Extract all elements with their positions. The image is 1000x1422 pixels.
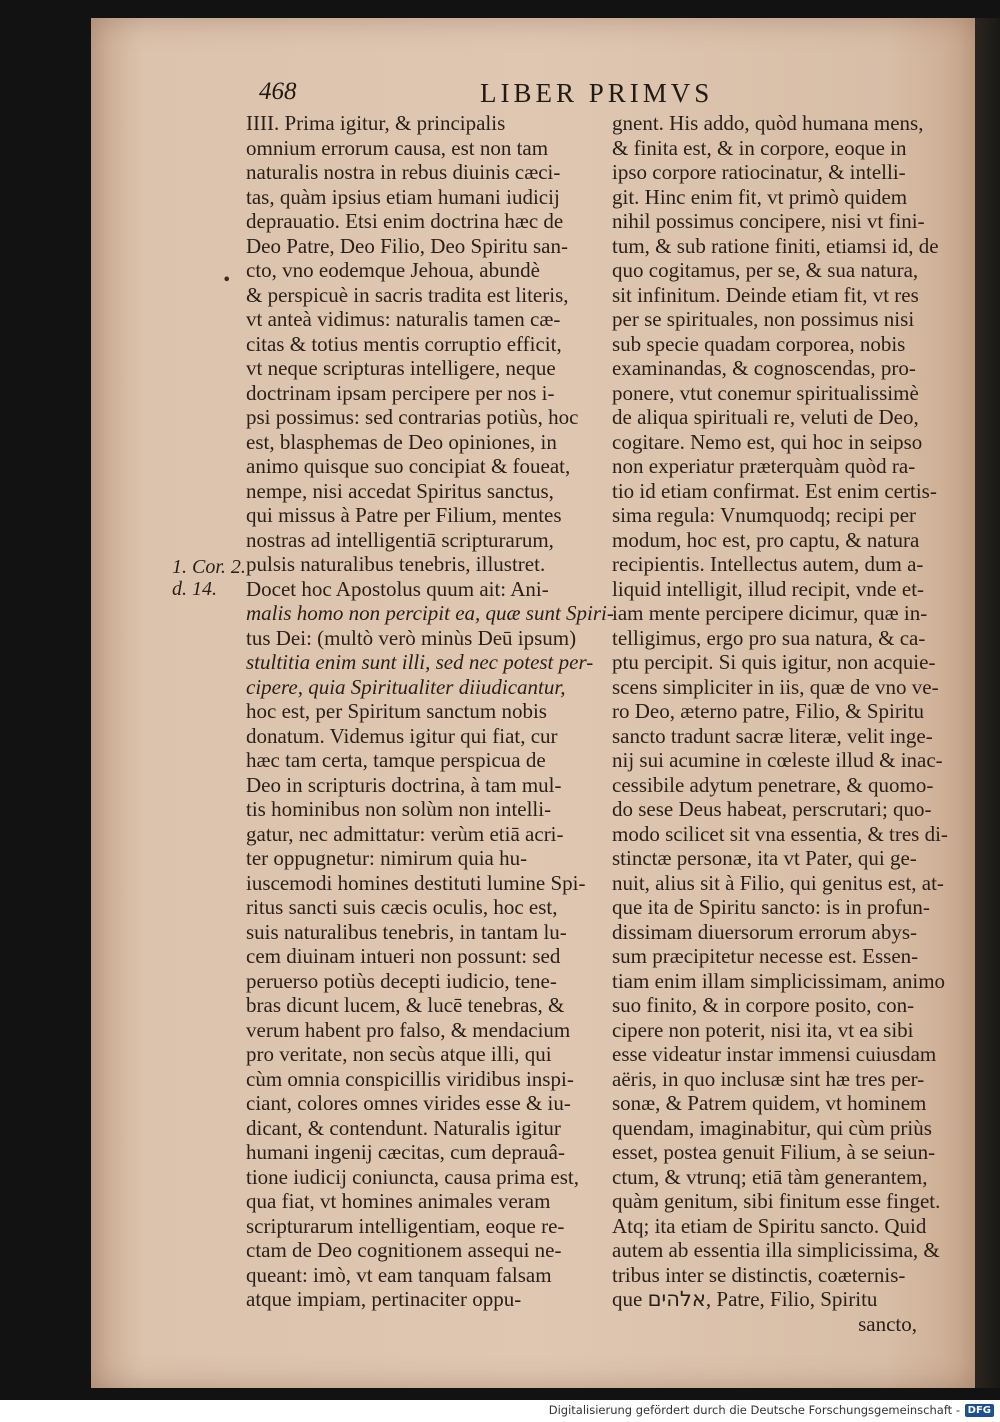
text-line: gatur, nec admittatur: verùm etiā acri-	[246, 821, 564, 846]
text-line: modo scilicet sit vna essentia, & tres di-	[612, 821, 948, 846]
text-line: omnium errorum causa, est non tam	[246, 135, 549, 160]
text-line: cto, vno eodemque Jehoua, abundè	[246, 258, 540, 282]
text-line: bras dicunt lucem, & lucē tenebras, &	[246, 993, 565, 1017]
text-line: Deo Patre, Deo Filio, Deo Spiritu san-	[246, 233, 568, 258]
text-line: tis hominibus non solùm non intelli-	[246, 797, 552, 821]
text-line: git. Hinc enim fit, vt primò quidem	[612, 184, 908, 209]
text-line: cem diuinam intueri non possunt: sed	[246, 944, 561, 968]
running-title: LIBER PRIMVS	[480, 78, 714, 108]
text-line: examinandas, & cognoscendas, pro-	[612, 356, 916, 380]
text-line: est, blasphemas de Deo opiniones, in	[246, 429, 557, 454]
text-line: nempe, nisi accedat Spiritus sanctus,	[246, 478, 554, 503]
text-line: scens simpliciter in iis, quæ de vno ve-	[612, 674, 939, 699]
text-line: ctum, & vtrunq; etiā tàm generantem,	[612, 1164, 928, 1189]
margin-reference-line: d. 14.	[172, 578, 217, 600]
text-line: telligimus, ergo pro sua natura, & ca-	[612, 625, 926, 650]
text-line: atque impiam, pertinaciter oppu-	[246, 1287, 522, 1311]
text-fragment: , Patre, Filio, Spiritu	[705, 1287, 878, 1311]
text-line: tum, & sub ratione finiti, etiamsi id, de	[612, 233, 939, 258]
asterisk-mark: •	[222, 270, 232, 289]
text-line: pro veritate, non secùs atque illi, qui	[246, 1042, 552, 1066]
text-line: liquid intelligit, illud recipit, vnde et-	[612, 576, 925, 601]
text-line: vt anteà vidimus: naturalis tamen cæ-	[246, 307, 561, 331]
text-line: stultitia enim sunt illi, sed nec potest per-	[246, 650, 594, 674]
text-line: citas & totius mentis corruptio efficit,	[246, 331, 562, 356]
text-line: animo quisque suo concipiat & foueat,	[246, 454, 571, 478]
text-line: nihil possimus concipere, nisi vt fini-	[612, 209, 925, 233]
text-line: peruerso potiùs decepti iudicio, tene-	[246, 968, 557, 993]
text-fragment: que	[612, 1287, 648, 1311]
page-header	[250, 76, 720, 116]
text-line: ritus sancti suis cæcis oculis, hoc est,	[246, 895, 558, 919]
text-line: dissimam diuersorum errorum abys-	[612, 919, 918, 944]
text-line: ter oppugnetur: nimirum quia hu-	[246, 846, 528, 870]
text-line: ipso corpore ratiocinatur, & intelli-	[612, 160, 906, 184]
text-line: iam mente percipere dicimur, quæ in-	[612, 601, 928, 625]
text-line: nij sui acumine in cœleste illud & inac-	[612, 748, 943, 772]
text-column-left	[246, 111, 614, 1312]
text-line: ro Deo, æterno patre, Filio, & Spiritu	[612, 699, 925, 723]
text-line: cùm omnia conspicillis viridibus inspi-	[246, 1066, 574, 1091]
text-line: cipere, quia Spiritualiter diiudicantur,	[246, 674, 566, 699]
text-line: tione iudicij coniuncta, causa prima est,	[246, 1164, 579, 1189]
text-line: sancto tradunt sacræ literæ, velit inge-	[612, 723, 933, 748]
text-line: quendam, imaginabitur, qui cùm priùs	[612, 1115, 932, 1140]
text-line: humani ingenij cæcitas, cum deprauâ-	[246, 1140, 565, 1164]
text-line: vt neque scripturas intelligere, neque	[246, 356, 556, 380]
text-line: recipientis. Intellectus autem, dum a-	[612, 552, 924, 576]
margin-reference	[172, 556, 246, 600]
text-line: nostras ad intelligentiā scripturarum,	[246, 527, 554, 552]
text-line: hoc est, per Spiritum sanctum nobis	[246, 699, 547, 723]
text-line: que ita de Spiritu sancto: is in profun-	[612, 895, 930, 919]
text-line: naturalis nostra in rebus diuinis cæci-	[246, 160, 561, 184]
text-line: qui missus à Patre per Filium, mentes	[246, 503, 562, 527]
text-line: quàm genitum, sibi finitum esse finget.	[612, 1189, 941, 1213]
page-edge-shadow	[975, 18, 1000, 1388]
text-line: Atq; ita etiam de Spiritu sancto. Quid	[612, 1213, 927, 1238]
text-line: tribus inter se distinctis, coæternis-	[612, 1262, 906, 1287]
text-line: aëris, in quo inclusæ sint hæ tres per-	[612, 1066, 925, 1091]
text-line: qua fiat, vt homines animales veram	[246, 1189, 551, 1213]
text-line: suis naturalibus tenebris, in tantam lu-	[246, 919, 567, 944]
text-line: stinctæ personæ, ita vt Pater, qui ge-	[612, 846, 917, 870]
text-line: verum habent pro falso, & mendacium	[246, 1017, 571, 1042]
text-line: Docet hoc Apostolus quum ait: Ani-	[246, 576, 549, 601]
text-line: cogitare. Nemo est, qui hoc in seipso	[612, 429, 923, 454]
footer-credit: Digitalisierung gefördert durch die Deutsche Forschungsgemeinschaft -	[548, 1403, 960, 1417]
text-line: & perspicuè in sacris tradita est literis,	[246, 282, 569, 307]
text-line: dicant, & contendunt. Naturalis igitur	[246, 1115, 561, 1140]
text-line: sit infinitum. Deinde etiam fit, vt res	[612, 282, 919, 307]
text-line: scripturarum intelligentiam, eoque re-	[246, 1213, 565, 1238]
text-line: queant: imò, vt eam tanquam falsam	[246, 1262, 552, 1287]
text-line: sonæ, & Patrem quidem, vt hominem	[612, 1091, 927, 1115]
text-line: gnent. His addo, quòd humana mens,	[612, 111, 924, 135]
text-line: iuscemodi homines destituti lumine Spi-	[246, 870, 586, 895]
text-line: ctam de Deo cognitionem assequi ne-	[246, 1238, 562, 1262]
text-line: malis homo non percipit ea, quæ sunt Spiri-	[246, 601, 614, 625]
text-line: doctrinam ipsam percipere per nos i-	[246, 380, 555, 405]
text-line: tas, quàm ipsius etiam humani iudicij	[246, 184, 560, 209]
text-line: do sese Deus habeat, perscrutari; quo-	[612, 797, 932, 821]
dfg-logo: DFG	[965, 1404, 994, 1417]
text-line: sum præcipitetur necesse est. Essen-	[612, 944, 919, 968]
text-line: esset, postea genuit Filium, à se seiun-	[612, 1140, 936, 1164]
text-line: hæc tam certa, tamque perspicua de	[246, 748, 546, 772]
text-line: modum, hoc est, pro captu, & natura	[612, 527, 920, 552]
text-line: pulsis naturalibus tenebris, illustret.	[246, 552, 546, 576]
text-line: cessibile adytum penetrare, & quomo-	[612, 772, 934, 797]
text-line: sub specie quadam corporea, nobis	[612, 331, 906, 356]
text-line: IIII. Prima igitur, & principalis	[246, 111, 506, 135]
text-line: deprauatio. Etsi enim doctrina hæc de	[246, 209, 564, 233]
text-line: tio id etiam confirmat. Est enim certis-	[612, 478, 937, 503]
text-line: ptu percipit. Si quis igitur, non acquie-	[612, 650, 936, 674]
text-line-hebrew	[612, 1287, 957, 1312]
text-line: autem ab essentia illa simplicissima, &	[612, 1238, 940, 1262]
page-number: 468	[259, 78, 297, 105]
text-line: sima regula: Vnumquodq; recipi per	[612, 503, 917, 527]
text-line: suo finito, & in corpore posito, con-	[612, 993, 915, 1017]
text-line: quo cogitamus, per se, & sua natura,	[612, 258, 919, 282]
text-line: & finita est, & in corpore, eoque in	[612, 135, 907, 160]
text-line: Deo in scripturis doctrina, à tam mul-	[246, 772, 562, 797]
text-line: de aliqua spirituali re, veluti de Deo,	[612, 405, 919, 429]
text-line: psi possimus: sed contrarias potiùs, hoc	[246, 405, 579, 429]
text-line: donatum. Videmus igitur qui fiat, cur	[246, 723, 558, 748]
text-line: ponere, vtut conemur spiritualissimè	[612, 380, 919, 405]
text-line: tiam enim illam simplicissimam, animo	[612, 968, 946, 993]
text-line: ciant, colores omnes virides esse & iu-	[246, 1091, 571, 1115]
text-column-right	[612, 111, 957, 1336]
hebrew-word: אלהים	[647, 1287, 706, 1311]
text-line: tus Dei: (multò verò minùs Deū ipsum)	[246, 625, 577, 650]
digitization-footer	[0, 1400, 1000, 1422]
text-line: esse videatur instar immensi cuiusdam	[612, 1042, 937, 1066]
text-line: per se spirituales, non possimus nisi	[612, 307, 915, 331]
catchword: sancto,	[858, 1311, 917, 1336]
text-line: non experiatur præterquàm quòd ra-	[612, 454, 916, 478]
text-line: nuit, alius sit à Filio, qui genitus est, at-	[612, 870, 944, 895]
margin-reference-line: 1. Cor. 2.	[172, 556, 246, 578]
text-line: cipere non poterit, nisi ita, vt ea sibi	[612, 1017, 914, 1042]
